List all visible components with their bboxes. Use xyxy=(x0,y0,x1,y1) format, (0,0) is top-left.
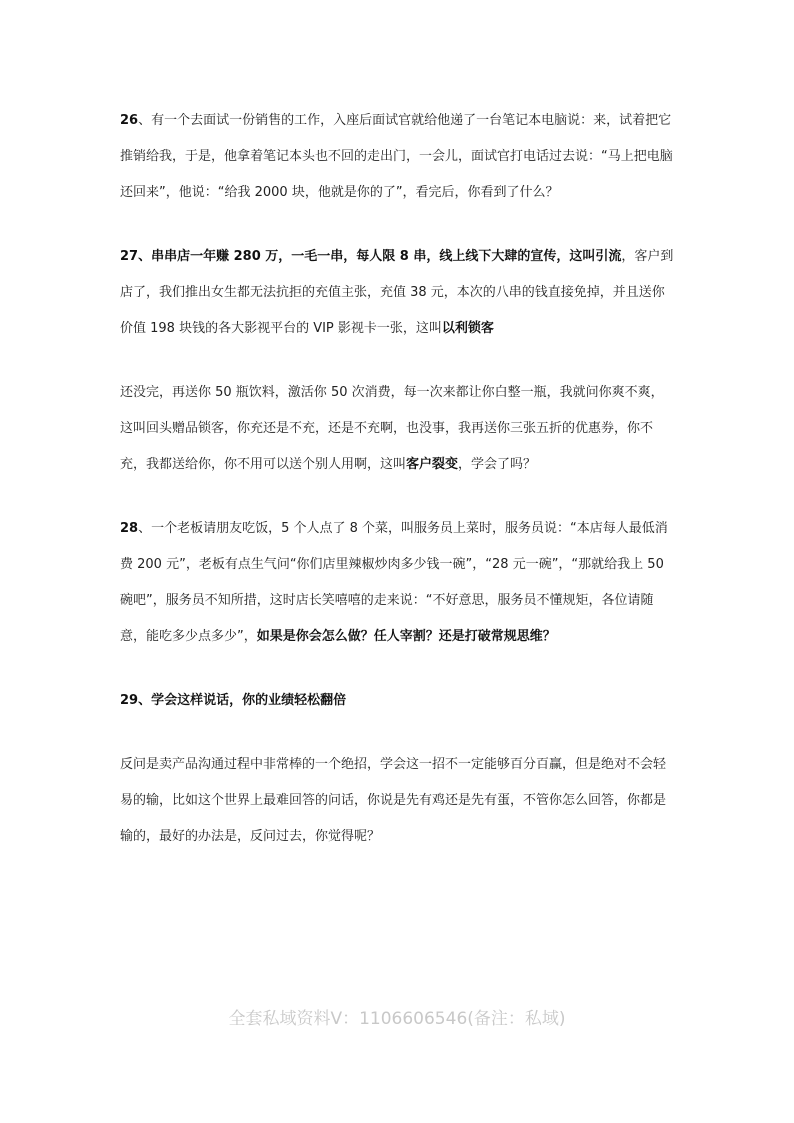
item-29-heading: 29、学会这样说话，你的业绩轻松翻倍 xyxy=(120,693,347,708)
item-27-keyword: 以利锁客 xyxy=(441,321,494,336)
item-number-26: 26 xyxy=(120,113,139,128)
paragraph-item-29-heading xyxy=(120,683,676,719)
item-28-text: 、一个老板请朋友吃饭，5 个人点了 8 个菜，叫服务员上菜时，服务员说：“本店每人最低消费 200 元”，老板有点生气问“你们店里辣椒炒肉多少钱一碗”，“28 元一碗”，“那就给我上 50 碗吧”，服务员不知所措，这时店长笑嘻嘻的走来说：“不好意思，服务员不懂规矩，各位请随意，能吃多少点多少”， xyxy=(120,521,668,644)
item-28-question: 如果是你会怎么做？任人宰割？还是打破常规思维？ xyxy=(256,629,556,644)
watermark-text: 全套私域资料V：1106606546(备注：私域) xyxy=(228,1009,566,1029)
document-body xyxy=(120,103,676,855)
item-29-text: 反问是卖产品沟通过程中非常棒的一个绝招，学会这一招不一定能够百分百赢，但是绝对不会轻易的输，比如这个世界上最难回答的问话，你说是先有鸡还是先有蛋，不管你怎么回答，你都是输的，最好的办法是，反问过去，你觉得呢？ xyxy=(120,757,667,844)
paragraph-item-29-body xyxy=(120,747,676,855)
paragraph-item-28 xyxy=(120,511,676,655)
item-27-heading: 27、串串店一年赚 280 万，一毛一串，每人限 8 串，线上线下大肆的宣传，这叫引流 xyxy=(120,249,622,264)
item-27b-keyword: 客户裂变 xyxy=(406,457,459,472)
paragraph-item-27 xyxy=(120,239,676,347)
paragraph-item-27-continued xyxy=(120,375,676,483)
item-number-28: 28 xyxy=(120,521,139,536)
paragraph-item-26 xyxy=(120,103,676,211)
item-27b-ending: ，学会了吗？ xyxy=(458,457,537,472)
item-27b-text: 还没完，再送你 50 瓶饮料，激活你 50 次消费，每一次来都让你白整一瓶，我就问你爽不爽，这叫回头赠品锁客，你充还是不充，还是不充啊，也没事，我再送你三张五折的优惠券，你不充，我都送给你，你不用可以送个别人用啊，这叫 xyxy=(120,385,664,472)
item-26-text: 、有一个去面试一份销售的工作，入座后面试官就给他递了一台笔记本电脑说：来，试着把它推销给我，于是，他拿着笔记本头也不回的走出门，一会儿，面试官打电话过去说：“马上把电脑还回来”，他说：“给我 2000 块，他就是你的了”，看完后，你看到了什么？ xyxy=(120,113,673,200)
item-27-text: ，客户到店了，我们推出女生都无法抗拒的充值主张，充值 38 元，本次的八串的钱直接免掉，并且送你价值 198 块钱的各大影视平台的 VIP 影视卡一张，这叫 xyxy=(120,249,674,336)
